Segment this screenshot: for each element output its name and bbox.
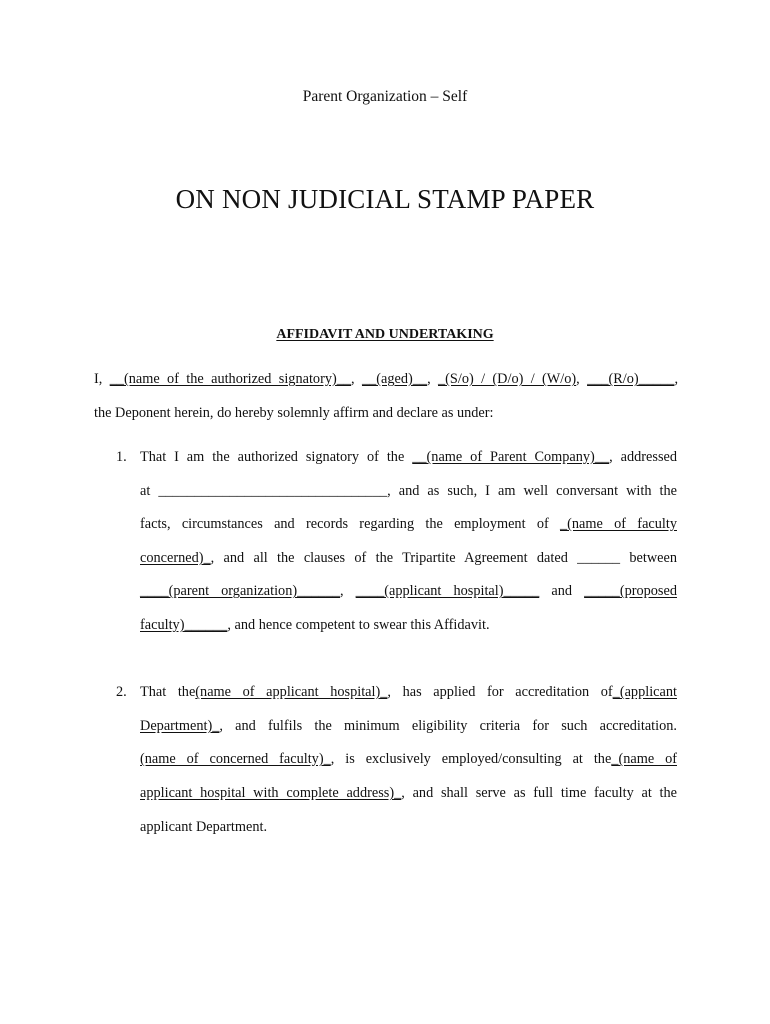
concerned-faculty-field: (name of concerned faculty)_: [140, 751, 331, 767]
clause-text: , has applied for accreditation of: [387, 684, 613, 700]
separator: ,: [340, 583, 344, 599]
clause-1-number: 1.: [116, 449, 127, 465]
parent-organization-field: ____(parent organization)______: [140, 583, 340, 599]
applicant-department-field: Department)_: [140, 718, 220, 734]
parent-organization-line: Parent Organization – Self: [302, 88, 468, 105]
age-field: __(aged)__: [361, 371, 428, 387]
clause-2-number: 2.: [116, 684, 127, 700]
parent-company-field: __(name of Parent Company)__: [412, 449, 610, 465]
signatory-name-field: __(name of the authorized signatory)__: [109, 371, 352, 387]
clause-text: , and fulfils the minimum eligibility criteria for such accreditation.: [219, 718, 677, 734]
relation-field: _(S/o) / (D/o) / (W/o): [438, 371, 577, 387]
separator: ,: [576, 371, 580, 387]
clause-text: That the: [140, 684, 196, 700]
residence-field: ___(R/o)_____: [587, 371, 675, 387]
applicant-hospital-field: (name of applicant hospital)_: [195, 684, 388, 700]
clause-text: , is exclusively employed/consulting at the: [330, 751, 612, 767]
clause-text: , and all the clauses of the Tripartite Agreement dated ______ between: [210, 550, 677, 566]
proposed-faculty-field: faculty)______: [140, 617, 228, 633]
clause-1-line: [140, 515, 677, 533]
separator: ,: [351, 371, 355, 387]
hospital-address-field: _(name of: [611, 751, 677, 767]
clause-2-line: [140, 683, 677, 701]
clause-2-line: [140, 784, 677, 802]
affidavit-heading: AFFIDAVIT AND UNDERTAKING: [276, 327, 494, 342]
separator: ,: [427, 371, 431, 387]
clause-1-line: [140, 448, 677, 466]
clause-2-line: [140, 717, 677, 735]
stamp-paper-title: ON NON JUDICIAL STAMP PAPER: [175, 184, 595, 214]
clause-2-line: [140, 750, 677, 768]
clause-2-line: applicant Department.: [140, 819, 268, 835]
clause-text: , addressed: [609, 449, 677, 465]
clause-1-line: [140, 549, 677, 567]
clause-1-line: [140, 582, 677, 600]
applicant-department-field: _(applicant: [612, 684, 677, 700]
affirmation-statement: the Deponent herein, do hereby solemnly affirm and declare as under:: [94, 405, 494, 421]
clause-1-line: [140, 616, 490, 634]
address-blank-field: ________________________________: [158, 483, 388, 499]
clause-text: facts, circumstances and records regarding the employment of: [140, 516, 549, 532]
clause-text: and: [551, 583, 572, 599]
applicant-hospital-field: ____(applicant hospital)_____: [355, 583, 540, 599]
faculty-name-field: _(name of faculty: [560, 516, 677, 532]
clause-1-line: [140, 482, 677, 500]
deponent-details-line: [94, 370, 678, 388]
hospital-address-field: applicant hospital with complete address)_: [140, 785, 402, 801]
clause-text: , and as such, I am well conversant with the: [387, 483, 678, 499]
clause-text: at: [140, 483, 151, 499]
separator: ,: [674, 371, 679, 387]
clause-text: That I am the authorized signatory of the: [140, 449, 405, 465]
intro-prefix: I,: [94, 371, 103, 387]
proposed-faculty-field: _____(proposed: [584, 583, 677, 599]
faculty-name-field: concerned)_: [140, 550, 211, 566]
clause-text: , and hence competent to swear this Affidavit.: [227, 617, 490, 633]
clause-text: , and shall serve as full time faculty at the: [401, 785, 678, 801]
